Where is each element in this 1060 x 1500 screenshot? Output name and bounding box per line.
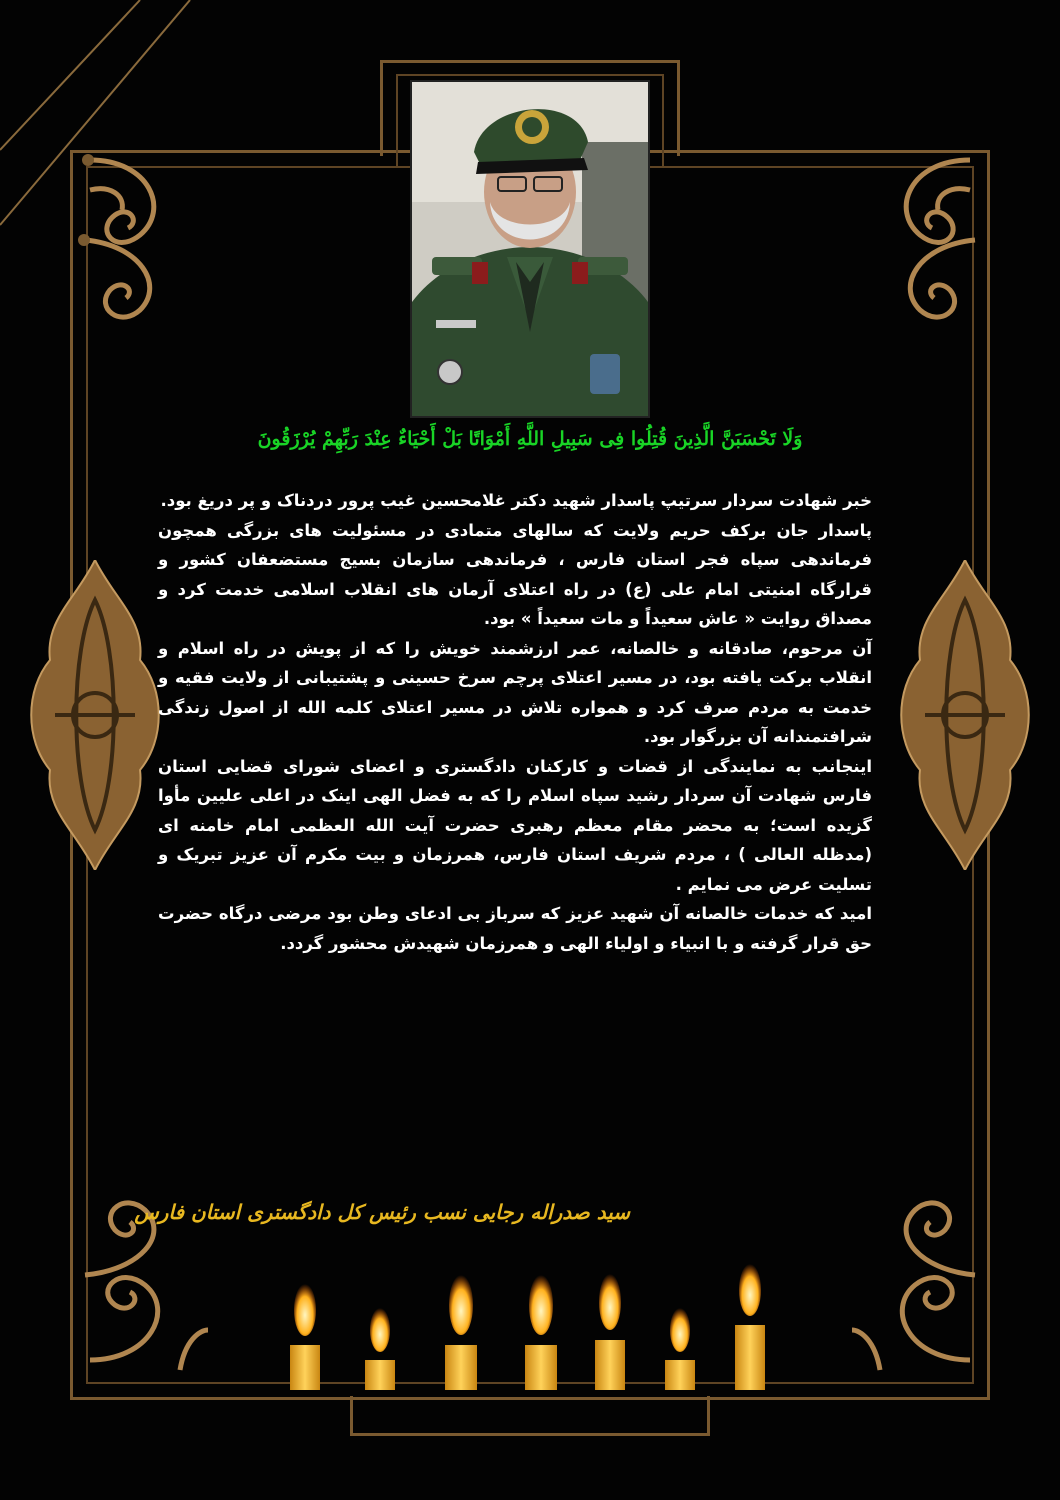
candles-decoration	[270, 1250, 790, 1400]
condolence-message	[158, 486, 872, 958]
quran-verse: وَلَا تَحْسَبَنَّ الَّذِینَ قُتِلُوا فِی سَبِیلِ اللَّهِ أَمْوَاتًا بَلْ أَحْیَاءٌ عِنْدَ رَبِّهِمْ یُرْزَقُونَ	[257, 428, 803, 450]
signature: سید صدراله رجایی نسب رئیس کل دادگستری استان فارس	[134, 1200, 630, 1224]
side-medallion-right-icon	[895, 560, 1035, 870]
candle-7	[735, 1264, 765, 1390]
paragraph-1: خبر شهادت سردار سرتیپ پاسدار شهید دکتر غلامحسین غیب پرور دردناک و پر دریغ بود.	[160, 491, 872, 510]
candle-1	[290, 1284, 320, 1390]
candle-5	[595, 1274, 625, 1390]
side-medallion-left-icon	[25, 560, 165, 870]
paragraph-4: اینجانب به نمایندگی از قضات و کارکنان دادگستری و اعضای شورای قضایی استان فارس شهادت آن سردار رشید سپاه اسلام را که به فضل الهی اینک در اعلی علیین مأوا گزیده است؛ به محضر مقام معظم رهبری حضرت آیت الله العظمی امام خامنه ای (مدظله العالی ) ، مردم شریف استان فارس، همرزمان و بیت مکرم آن عزیز تبریک و تسلیت عرض می نمایم .	[158, 756, 872, 894]
candle-4	[525, 1275, 557, 1390]
swirl-ornament-bottom-right-icon	[850, 1180, 990, 1380]
paragraph-3: آن مرحوم، صادقانه و خالصانه، عمر ارزشمند خویش را که از پویش در راه اسلام و انقلاب برکت یافته بود، در مسیر اعتلای پرچم سرخ حسینی و پشتیبانی از ولایت فقیه و خدمت به مردم صرف کرد و همواره تلاش در مسیر اعتلای کلمه الله از اصول زندگی شرافتمندانه آن بزرگوار بود.	[158, 638, 872, 746]
frame-bottom-step	[350, 1396, 710, 1436]
paragraph-5: امید که خدمات خالصانه آن شهید عزیز که سرباز بی ادعای وطن بود مرضی درگاه حضرت حق قرار گرفته و با انبیاء و اولیاء الهی و همرزمان شهیدش محشور گردد.	[158, 904, 872, 953]
candle-2	[365, 1308, 395, 1390]
candle-3	[445, 1275, 477, 1390]
swirl-ornament-top-left-icon	[70, 140, 200, 330]
swirl-ornament-top-right-icon	[860, 140, 990, 330]
commander-portrait	[410, 80, 650, 418]
paragraph-2: پاسدار جان برکف حریم ولایت که سالهای متمادی در مسئولیت های بزرگی همچون فرماندهی سپاه فجر استان فارس ، فرماندهی سازمان بسیج مستضعفان کشور و قرارگاه امنیتی امام علی (ع) در راه اعتلای آرمان های انقلاب اسلامی خدمت کرد و مصداق روایت « عاش سعیداً و مات سعیداً » بود.	[158, 520, 872, 628]
candle-6	[665, 1308, 695, 1390]
portrait-photo-icon	[412, 82, 648, 416]
